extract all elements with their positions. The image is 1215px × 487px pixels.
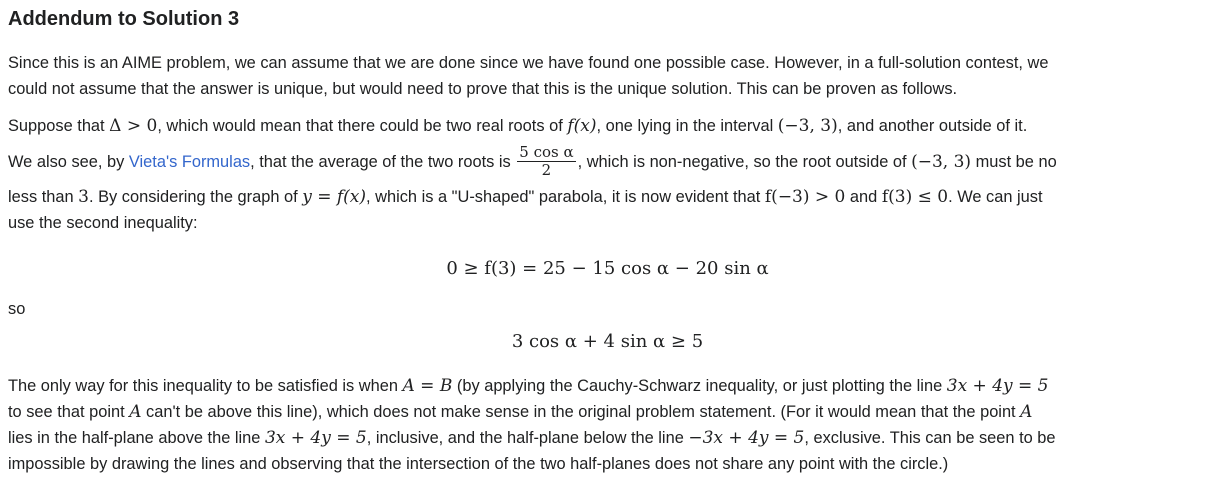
- text: to see that point: [8, 403, 130, 421]
- text: . By considering the graph of: [89, 188, 303, 206]
- text: and: [845, 188, 882, 206]
- text: The only way for this inequality to be satisfied is when: [8, 377, 403, 395]
- paragraph-2-line-3: [8, 187, 1043, 207]
- math-point-a: A: [1020, 402, 1033, 422]
- paragraph-2-line-4: use the second inequality:: [8, 214, 198, 232]
- math-f3: f(3) ≤ 0: [881, 187, 949, 207]
- text: (by applying the Cauchy-Schwarz inequality, or just plotting the line: [452, 377, 947, 395]
- paragraph-2-line-1: [8, 116, 1027, 136]
- paragraph-3-line-2: [8, 402, 1032, 422]
- math-fx: f(x): [567, 116, 597, 136]
- text: , and another outside of it.: [837, 117, 1028, 135]
- math-y-equals-fx: y = f(x): [302, 187, 367, 207]
- paragraph-1-line-1: Since this is an AIME problem, we can assume that we are done since we have found one possible case. However, in a full-solution contest, we: [8, 54, 1049, 72]
- math-point-a: A: [129, 402, 142, 422]
- math-interval: (−3, 3): [911, 152, 972, 172]
- text: lies in the half-plane above the line: [8, 429, 265, 447]
- math-delta: Δ > 0: [109, 116, 158, 136]
- text: less than: [8, 188, 79, 206]
- equation-1: 0 ≥ f(3) = 25 − 15 cos α − 20 sin α: [446, 258, 769, 279]
- text: , exclusive. This can be seen to be: [804, 429, 1056, 447]
- paragraph-2-line-2: [8, 144, 1057, 180]
- equation-2: 3 cos α + 4 sin α ≥ 5: [511, 331, 704, 352]
- text: can't be above this line), which does not make sense in the original problem statement. (For it would mean that the point: [141, 403, 1021, 421]
- math-line: 3x + 4y = 5: [264, 428, 367, 448]
- text: . We can just: [948, 188, 1043, 206]
- text: We also see, by: [8, 153, 129, 171]
- paragraph-3-line-3: [8, 428, 1056, 448]
- math-line: 3x + 4y = 5: [946, 376, 1049, 396]
- fraction: [517, 144, 575, 179]
- text: , which would mean that there could be two real roots of: [157, 117, 568, 135]
- paragraph-1-line-2: could not assume that the answer is unique, but would need to prove that this is the unique solution. This can be proven as follows.: [8, 80, 958, 98]
- text: , one lying in the interval: [596, 117, 778, 135]
- math-a-equals-b: A = B: [402, 376, 453, 396]
- paragraph-3-line-1: [8, 376, 1049, 396]
- math-line: −3x + 4y = 5: [688, 428, 805, 448]
- text: , inclusive, and the half-plane below the line: [366, 429, 689, 447]
- text: , that the average of the two roots is: [250, 153, 516, 171]
- math-f-neg3: f(−3) > 0: [764, 187, 846, 207]
- text: , which is non-negative, so the root outside of: [577, 153, 912, 171]
- section-heading: Addendum to Solution 3: [8, 8, 240, 30]
- text: , which is a "U-shaped" parabola, it is now evident that: [366, 188, 765, 206]
- paragraph-3-line-4: impossible by drawing the lines and observing that the intersection of the two half-planes does not share any point with the circle.): [8, 455, 949, 473]
- text: must be no: [971, 153, 1057, 171]
- so-text: so: [8, 300, 26, 318]
- text: Suppose that: [8, 117, 110, 135]
- math-three: 3: [78, 187, 89, 207]
- vietas-formulas-link[interactable]: Vieta's Formulas: [128, 153, 251, 171]
- fraction-denominator: 2: [541, 161, 552, 180]
- math-interval: (−3, 3): [777, 116, 838, 136]
- fraction-numerator: 5 cos α: [519, 143, 574, 162]
